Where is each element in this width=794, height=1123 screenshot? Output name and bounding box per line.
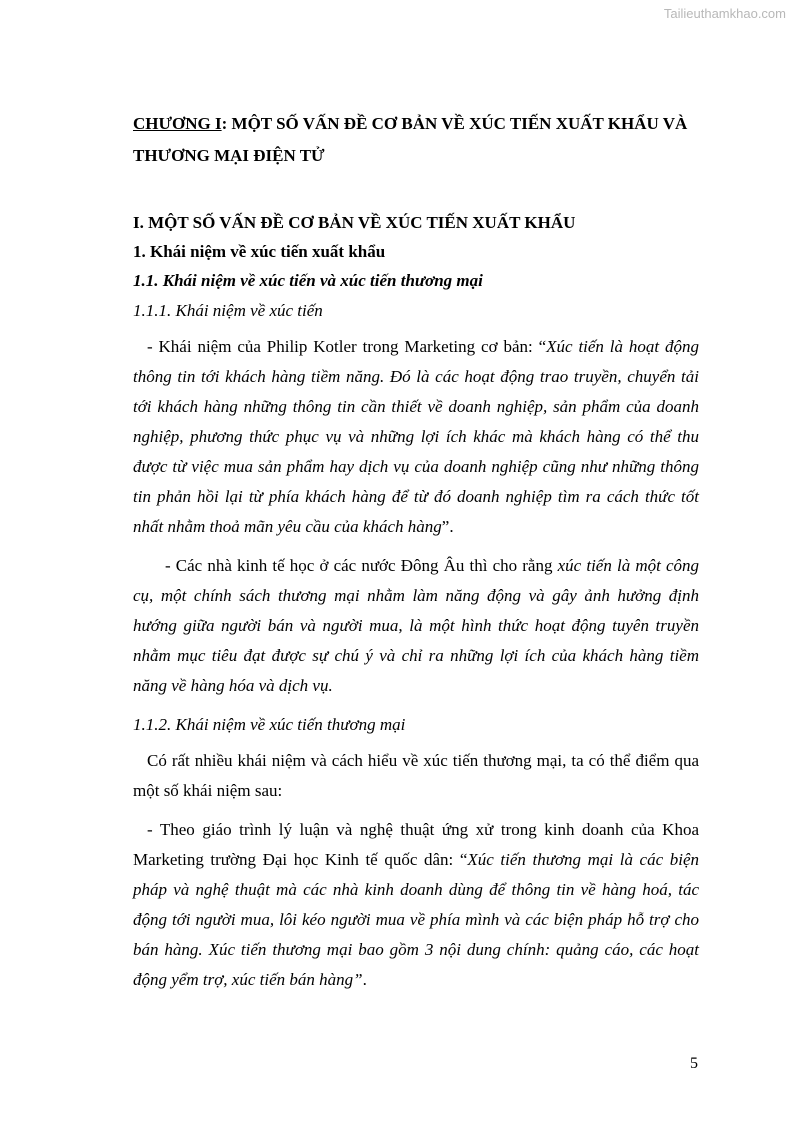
paragraph-kotler-tail: ”. — [441, 517, 454, 536]
section-heading-1-1: 1. Khái niệm về xúc tiến xuất khẩu — [133, 242, 386, 261]
paragraph-kotler-quote: Xúc tiến là hoạt động thông tin tới khách hàng tiềm năng. Đó là các hoạt động trao truyền, chuyển tải tới khách hàng những thông tin cần thiết về doanh nghiệp, sản phẩm của doanh nghiệp, phương thức phục vụ và những lợi ích khác mà khách hàng có thể thu được từ việc mua sản phẩm hay dịch vụ của doanh nghiệp cũng như những thông tin phản hồi lại từ phía khách hàng để từ đó doanh nghiệp tìm ra cách thức tốt nhất nhằm thoả mãn yêu cầu của khách hàng — [133, 337, 700, 536]
section-heading-1-1-1-2: 1.1.2. Khái niệm về xúc tiến thương mại — [133, 715, 406, 734]
paragraph-eastern-europe-quote: xúc tiến là một công cụ, một chính sách thương mại nhằm làm năng động và gây ảnh hưởng định hướng giữa người bán và người mua, là một hình thức hoạt động tuyên truyền nhằm mục tiêu đạt được sự chú ý và chỉ ra những lợi ích của khách hàng tiềm năng về hàng hóa và dịch vụ. — [133, 556, 699, 695]
paragraph-eastern-europe — [133, 551, 699, 701]
paragraph-neu — [133, 815, 699, 995]
chapter-heading — [133, 108, 699, 172]
page-number: 5 — [690, 1055, 698, 1072]
section-heading-1-1-1-1: 1.1.1. Khái niệm về xúc tiến — [133, 301, 323, 320]
paragraph-neu-quote: Xúc tiến thương mại là các biện pháp và nghệ thuật mà các nhà kinh doanh dùng để thông tin về hàng hoá, tác động tới người mua, lôi kéo người mua về phía mình và các biện pháp hỗ trợ cho bán hàng. Xúc tiến thương mại bao gồm 3 nội dung chính: quảng cáo, các hoạt động yểm trợ, xúc tiến bán hàng” — [133, 850, 700, 989]
chapter-title: : MỘT SỐ VẤN ĐỀ CƠ BẢN VỀ XÚC TIẾN XUẤT KHẨU VÀ THƯƠNG MẠI ĐIỆN TỬ — [133, 114, 688, 165]
section-heading-1-1-1: 1.1. Khái niệm về xúc tiến và xúc tiến thương mại — [133, 271, 483, 290]
document-page — [133, 108, 699, 1004]
paragraph-kotler-lead: - Khái niệm của Philip Kotler trong Marketing cơ bản: “ — [147, 337, 547, 356]
paragraph-neu-tail: . — [362, 970, 367, 989]
paragraph-neu-lead: - Theo giáo trình lý luận và nghệ thuật ứng xử trong kinh doanh của Khoa Marketing trường Đại học Kinh tế quốc dân: “ — [133, 820, 699, 869]
paragraph-eastern-europe-lead: - Các nhà kinh tế học ở các nước Đông Âu thì cho rằng — [165, 556, 558, 575]
chapter-label: CHƯƠNG I — [133, 114, 222, 133]
paragraph-intro: Có rất nhiều khái niệm và cách hiểu về xúc tiến thương mại, ta có thể điểm qua một số khái niệm sau: — [133, 751, 699, 800]
section-heading-1: I. MỘT SỐ VẤN ĐỀ CƠ BẢN VỀ XÚC TIẾN XUẤT KHẨU — [133, 213, 576, 232]
watermark: Tailieuthamkhao.com — [663, 6, 786, 21]
paragraph-kotler — [133, 332, 699, 542]
